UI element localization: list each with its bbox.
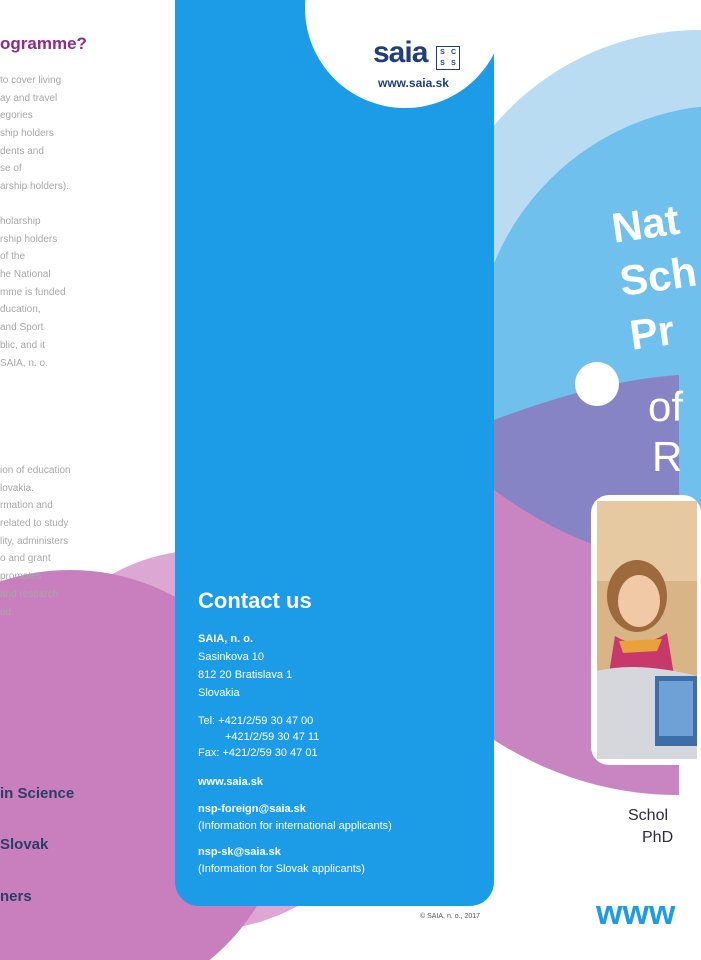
cover-title-line-5: R: [652, 433, 683, 480]
left-link-slovak: Slovak: [0, 836, 49, 853]
contact-title: Contact us: [198, 588, 312, 613]
text-line: SAIA, n. o.: [0, 357, 48, 369]
decorative-dot: [575, 362, 619, 406]
text-line: egories: [0, 110, 33, 122]
text-line: o and grant: [0, 553, 51, 565]
contact-city: 812 20 Bratislava 1: [198, 669, 293, 681]
text-line: se of: [0, 163, 22, 175]
left-section-heading: ogramme?: [0, 34, 87, 53]
cover-scholarship-line-2: PhD: [642, 829, 674, 846]
logo-grid-letter: S: [440, 60, 445, 67]
text-line: ship holders: [0, 128, 54, 140]
contact-tel1: Tel: +421/2/59 30 47 00: [198, 715, 314, 727]
text-line: of the: [0, 251, 26, 263]
text-line: lovakia.: [0, 482, 34, 494]
text-line: lity, administers: [0, 535, 69, 547]
text-line: to cover living: [0, 75, 62, 86]
text-line: related to study: [0, 518, 69, 530]
logo-grid-letter: C: [450, 49, 457, 56]
cover-title-line-4: of: [648, 383, 684, 430]
text-line: arship holders).: [0, 181, 69, 193]
contact-country: Slovakia: [198, 687, 240, 699]
cover-scholarship-line-1: Schol: [628, 807, 669, 824]
text-line: promotes: [0, 571, 42, 583]
contact-phone-block: [198, 713, 319, 761]
contact-email-foreign-note: (Information for international applicants): [198, 820, 392, 832]
contact-fax: Fax: +421/2/59 30 47 01: [198, 747, 318, 759]
left-paragraph-1: [0, 72, 170, 196]
cover-www-link[interactable]: www: [596, 894, 676, 932]
text-line: and research: [0, 588, 59, 600]
cover-title-line-1: Nat: [608, 195, 683, 252]
saia-logo: saia: [373, 36, 428, 69]
cover-title-line-2: Sch: [616, 247, 700, 305]
text-line: he National: [0, 269, 51, 281]
left-link-partners: ners: [0, 888, 32, 905]
text-line: rship holders: [0, 233, 58, 245]
text-line: holarship: [0, 216, 41, 227]
left-paragraph-2: [0, 213, 170, 372]
contact-street: Sasinkova 10: [198, 651, 265, 663]
contact-email-sk[interactable]: nsp-sk@saia.sk: [198, 846, 281, 858]
left-paragraph-3: [0, 462, 170, 621]
contact-tel2: +421/2/59 30 47 11: [225, 731, 320, 743]
student-illustration: [597, 501, 697, 759]
copyright-text: © SAIA, n. o., 2017: [420, 913, 481, 920]
logo-grid-letter: S: [440, 49, 445, 56]
contact-email-sk-note: (Information for Slovak applicants): [198, 863, 365, 875]
contact-email-foreign[interactable]: nsp-foreign@saia.sk: [198, 803, 306, 815]
left-link-science: in Science: [0, 785, 75, 802]
text-line: rmation and: [0, 500, 53, 512]
cover-title-line-3: Pr: [626, 306, 678, 359]
logo-url[interactable]: www.saia.sk: [378, 76, 449, 90]
text-line: and Sport: [0, 322, 44, 334]
text-line: mme is funded: [0, 286, 66, 298]
text-line: ion of education: [0, 465, 71, 476]
logo-grid-letter: S: [451, 60, 456, 67]
text-line: dents and: [0, 145, 44, 157]
student-photo: [597, 501, 697, 759]
contact-panel: [175, 0, 494, 906]
saia-logo-grid-icon: [436, 46, 460, 70]
contact-org: SAIA, n. o.: [198, 633, 253, 645]
text-line: od.: [0, 606, 14, 618]
contact-web-link[interactable]: www.saia.sk: [198, 776, 264, 788]
text-line: ducation,: [0, 304, 41, 316]
text-line: ay and travel: [0, 92, 58, 104]
text-line: blic, and it: [0, 339, 46, 351]
